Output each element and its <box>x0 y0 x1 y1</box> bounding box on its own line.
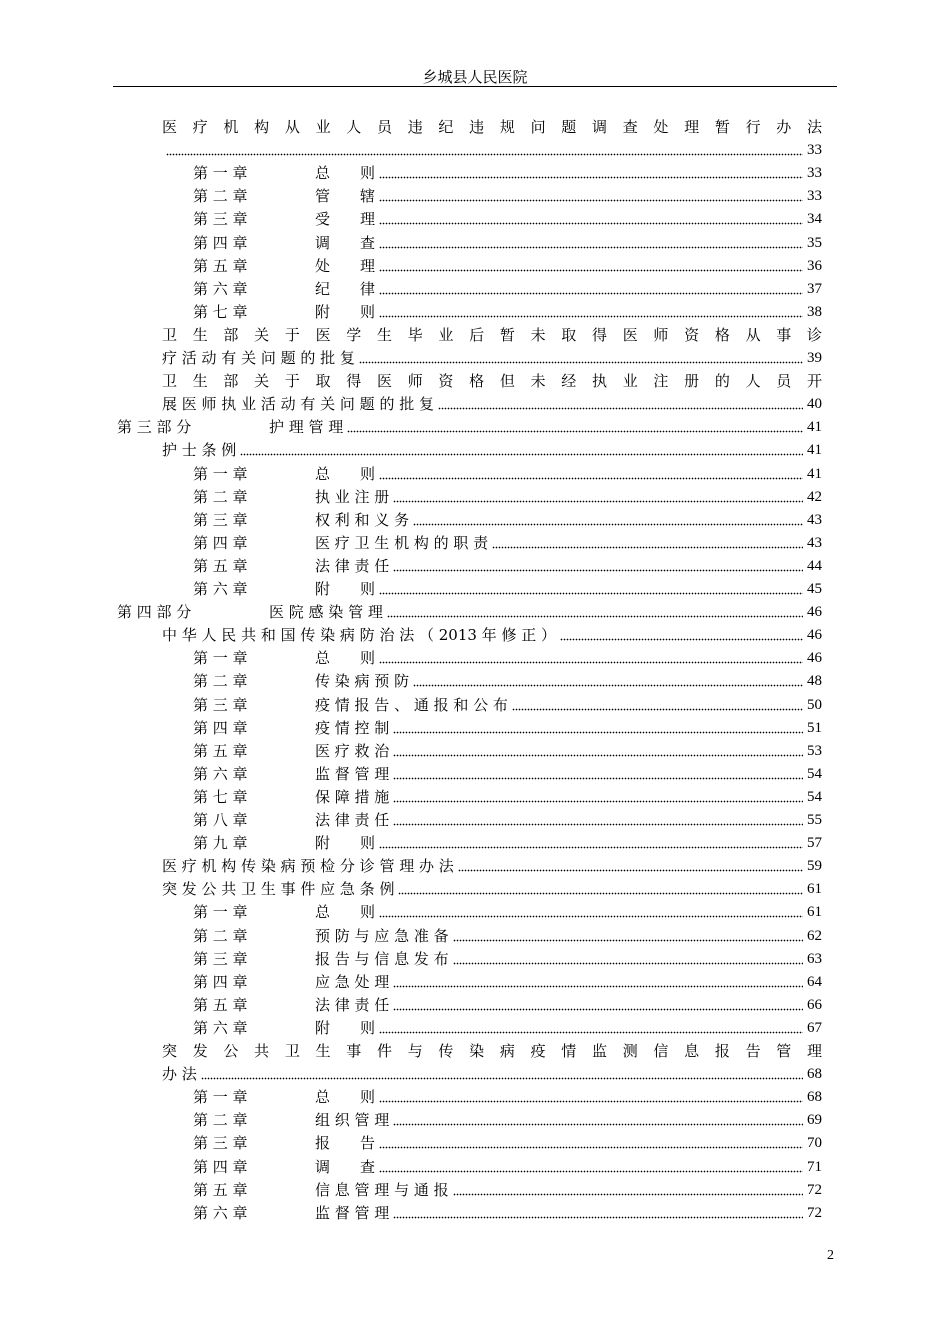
page-header-title: 乡城县人民医院 <box>422 68 528 86</box>
toc-entry[interactable] <box>193 922 822 945</box>
header-divider <box>113 86 837 87</box>
toc-leader-dots <box>379 1163 803 1173</box>
toc-page-number: 51 <box>807 719 822 736</box>
toc-entry-title: 护 士 条 例 <box>162 441 237 460</box>
toc-page-number: 54 <box>807 788 822 805</box>
toc-entry-title: 卫 生 部 关 于 取 得 医 师 资 格 但 未 经 执 业 注 册 的 人 员 开 <box>162 372 822 391</box>
toc-page-number: 66 <box>807 996 822 1013</box>
toc-leader-dots <box>359 354 803 364</box>
toc-entry[interactable] <box>193 1014 822 1037</box>
toc-entry-title: 纪 律 <box>315 279 376 298</box>
toc-entry[interactable] <box>193 714 822 737</box>
toc-chapter-label: 第 四 章 <box>193 718 248 737</box>
toc-entry[interactable] <box>162 321 822 344</box>
toc-page-number: 46 <box>807 627 822 644</box>
toc-page-number: 37 <box>807 280 822 297</box>
toc-entry[interactable] <box>193 298 822 321</box>
toc-page-number: 69 <box>807 1112 822 1129</box>
toc-entry-title: 总 则 <box>315 903 376 922</box>
toc-page-number: 68 <box>807 1066 822 1083</box>
toc-page-number: 67 <box>807 1019 822 1036</box>
toc-entry[interactable] <box>162 344 822 367</box>
toc-entry[interactable] <box>193 205 822 228</box>
toc-entry[interactable] <box>193 1129 822 1152</box>
toc-leader-dots <box>453 932 803 942</box>
toc-leader-dots <box>379 192 803 202</box>
toc-entry[interactable] <box>193 667 822 690</box>
toc-leader-dots <box>379 908 803 918</box>
toc-page-number: 46 <box>807 650 822 667</box>
toc-entry-title: 监 督 管 理 <box>315 1203 390 1222</box>
toc-entry[interactable] <box>193 737 822 760</box>
toc-chapter-label: 第 五 章 <box>193 995 248 1014</box>
toc-leader-dots <box>393 562 803 572</box>
toc-leader-dots <box>458 862 803 872</box>
toc-leader-dots <box>347 423 803 433</box>
toc-page-number: 72 <box>807 1181 822 1198</box>
toc-entry[interactable] <box>162 367 822 390</box>
toc-entry-title: 组 织 管 理 <box>315 1111 390 1130</box>
toc-entry-title: 法 律 责 任 <box>315 556 390 575</box>
toc-leader-dots <box>393 747 803 757</box>
toc-entry[interactable] <box>162 390 822 413</box>
toc-page-number: 59 <box>807 858 822 875</box>
toc-leader-dots <box>379 1093 803 1103</box>
toc-entry[interactable] <box>193 991 822 1014</box>
toc-entry[interactable] <box>193 506 822 529</box>
toc-page-number: 61 <box>807 881 822 898</box>
toc-leader-dots <box>413 516 803 526</box>
toc-page-number: 53 <box>807 742 822 759</box>
toc-chapter-label: 第 二 章 <box>193 672 248 691</box>
toc-entry[interactable] <box>193 945 822 968</box>
toc-entry-title: 医 疗 救 治 <box>315 741 390 760</box>
toc-leader-dots <box>166 146 803 156</box>
toc-entry-title: 疫 情 报 告 、 通 报 和 公 布 <box>315 695 508 714</box>
toc-page-number: 46 <box>807 604 822 621</box>
toc-entry-title: 总 则 <box>315 164 376 183</box>
toc-entry[interactable] <box>193 275 822 298</box>
toc-chapter-label: 第 七 章 <box>193 302 248 321</box>
toc-chapter-label: 第 一 章 <box>193 649 248 668</box>
toc-page-number: 72 <box>807 1204 822 1221</box>
toc-leader-dots <box>393 1116 803 1126</box>
toc-entry-title: 展 医 师 执 业 活 动 有 关 问 题 的 批 复 <box>162 395 434 414</box>
toc-chapter-label: 第 五 章 <box>193 556 248 575</box>
toc-entry[interactable] <box>193 898 822 921</box>
toc-leader-dots <box>201 1070 803 1080</box>
toc-entry[interactable] <box>193 783 822 806</box>
toc-page-number: 43 <box>807 534 822 551</box>
toc-entry[interactable] <box>193 1153 822 1176</box>
toc-leader-dots <box>492 539 803 549</box>
toc-leader-dots <box>393 493 803 503</box>
toc-chapter-label: 第 五 章 <box>193 741 248 760</box>
toc-chapter-label: 第 一 章 <box>193 1088 248 1107</box>
toc-entry-title: 预 防 与 应 急 准 备 <box>315 926 449 945</box>
toc-page-number: 45 <box>807 581 822 597</box>
toc-leader-dots <box>453 1186 803 1196</box>
toc-leader-dots <box>379 1139 803 1149</box>
toc-entry-title: 突 发 公 共 卫 生 事 件 应 急 条 例 <box>162 880 395 899</box>
toc-entry[interactable] <box>162 436 822 459</box>
toc-page-number: 42 <box>807 488 822 505</box>
toc-chapter-label: 第 八 章 <box>193 811 248 829</box>
toc-page-number: 62 <box>807 927 822 944</box>
toc-entry-title: 权 利 和 义 务 <box>315 510 410 529</box>
toc-entry-title: 管 辖 <box>315 187 376 206</box>
toc-page-number: 35 <box>807 234 822 251</box>
toc-entry-title: 总 则 <box>315 464 376 483</box>
toc-chapter-label: 第 一 章 <box>193 903 248 922</box>
toc-entry[interactable] <box>162 852 822 875</box>
toc-entry[interactable] <box>193 968 822 991</box>
toc-entry-title: 医 院 感 染 管 理 <box>269 603 383 622</box>
toc-leader-dots <box>393 1001 803 1011</box>
toc-chapter-label: 第 六 章 <box>193 580 248 598</box>
toc-chapter-label: 第 三 章 <box>193 1134 248 1153</box>
toc-entry[interactable] <box>193 229 822 252</box>
toc-page-number: 71 <box>807 1158 822 1175</box>
toc-entry[interactable] <box>193 1106 822 1129</box>
toc-leader-dots <box>240 446 803 456</box>
toc-page-number: 55 <box>807 812 822 828</box>
toc-entry-title: 医 疗 卫 生 机 构 的 职 责 <box>315 533 489 552</box>
toc-page-number: 68 <box>807 1089 822 1106</box>
toc-leader-dots <box>393 978 803 988</box>
toc-entry-title: 受 理 <box>315 210 376 229</box>
toc-entry[interactable] <box>193 760 822 783</box>
toc-leader-dots <box>379 654 803 664</box>
toc-entry[interactable] <box>193 829 822 852</box>
toc-entry-title: 法 律 责 任 <box>315 995 390 1014</box>
toc-entry-title: 报 告 <box>315 1134 376 1153</box>
page-number: 2 <box>827 1248 834 1263</box>
toc-entry-title: 附 则 <box>315 580 376 598</box>
toc-page-number: 41 <box>807 442 822 459</box>
toc-entry[interactable] <box>193 691 822 714</box>
toc-leader-dots <box>512 701 803 711</box>
toc-chapter-label: 第 一 章 <box>193 164 248 183</box>
toc-entry-title: 调 查 <box>315 1157 376 1176</box>
toc-chapter-label: 第 四 章 <box>193 533 248 552</box>
toc-chapter-label: 第 二 章 <box>193 926 248 945</box>
toc-entry-title: 卫 生 部 关 于 医 学 生 毕 业 后 暂 未 取 得 医 师 资 格 从 事 诊 <box>162 325 822 344</box>
toc-entry-title: 信 息 管 理 与 通 报 <box>315 1180 449 1199</box>
toc-page-number: 50 <box>807 696 822 713</box>
toc-entry[interactable] <box>193 1199 822 1222</box>
toc-leader-dots <box>379 839 803 849</box>
toc-leader-dots <box>413 677 803 687</box>
toc-chapter-label: 第 六 章 <box>193 1018 248 1037</box>
toc-leader-dots <box>379 1024 803 1034</box>
toc-leader-dots <box>379 169 803 179</box>
toc-page-number: 57 <box>807 835 822 852</box>
toc-page-number: 41 <box>807 465 822 482</box>
toc-entry[interactable] <box>162 1060 822 1083</box>
toc-page-number: 41 <box>807 419 822 436</box>
toc-entry-title: 医 疗 机 构 传 染 病 预 检 分 诊 管 理 办 法 <box>162 857 454 876</box>
toc-entry-title: 护 理 管 理 <box>269 418 344 437</box>
toc-entry[interactable] <box>193 644 822 667</box>
toc-entry-title: 附 则 <box>315 302 376 321</box>
toc-entry-title: 保 障 措 施 <box>315 787 390 806</box>
toc-page-number: 70 <box>807 1135 822 1152</box>
toc-entry-title: 突 发 公 共 卫 生 事 件 与 传 染 病 疫 情 监 测 信 息 报 告 管 理 <box>162 1042 822 1060</box>
toc-entry-title: 总 则 <box>315 1088 376 1107</box>
toc-entry[interactable] <box>162 875 822 898</box>
toc-entry[interactable] <box>162 136 822 159</box>
toc-entry-title: 总 则 <box>315 649 376 668</box>
toc-leader-dots <box>379 262 803 272</box>
toc-chapter-label: 第 六 章 <box>193 279 248 298</box>
toc-leader-dots <box>438 400 803 410</box>
toc-chapter-label: 第 二 章 <box>193 1111 248 1130</box>
toc-leader-dots <box>379 215 803 225</box>
toc-page-number: 48 <box>807 673 822 690</box>
toc-page-number: 40 <box>807 396 822 413</box>
toc-entry-title: 疗 活 动 有 关 问 题 的 批 复 <box>162 349 355 367</box>
toc-leader-dots <box>560 631 803 641</box>
toc-page-number: 61 <box>807 904 822 921</box>
toc-leader-dots <box>379 308 803 318</box>
toc-leader-dots <box>393 793 803 803</box>
toc-leader-dots <box>393 770 803 780</box>
toc-entry[interactable] <box>193 460 822 483</box>
toc-page-number: 63 <box>807 950 822 967</box>
toc-entry-title: 办 法 <box>162 1065 197 1084</box>
toc-leader-dots <box>379 585 803 595</box>
toc-entry-title: 监 督 管 理 <box>315 764 390 783</box>
toc-entry[interactable] <box>193 159 822 182</box>
toc-chapter-label: 第 四 部 分 <box>117 603 192 622</box>
toc-chapter-label: 第 四 章 <box>193 972 248 991</box>
toc-entry-title: 调 查 <box>315 233 376 252</box>
toc-entry-title: 应 急 处 理 <box>315 972 390 991</box>
toc-page-number: 54 <box>807 765 822 782</box>
toc-entry[interactable] <box>162 113 822 136</box>
toc-page-number: 39 <box>807 350 822 366</box>
toc-entry-title: 附 则 <box>315 1018 376 1037</box>
toc-leader-dots <box>379 285 803 295</box>
toc-entry[interactable] <box>193 182 822 205</box>
toc-leader-dots <box>393 816 803 826</box>
toc-entry-title: 传 染 病 预 防 <box>315 672 410 691</box>
toc-chapter-label: 第 五 章 <box>193 256 248 275</box>
toc-chapter-label: 第 三 章 <box>193 695 248 714</box>
toc-entry[interactable] <box>193 252 822 275</box>
toc-chapter-label: 第 二 章 <box>193 187 248 206</box>
toc-leader-dots <box>379 470 803 480</box>
toc-page-number: 43 <box>807 511 822 528</box>
toc-entry-title: 报 告 与 信 息 发 布 <box>315 949 449 968</box>
toc-leader-dots <box>393 724 803 734</box>
toc-page-number: 44 <box>807 557 822 574</box>
toc-leader-dots <box>393 1209 803 1219</box>
toc-page-number: 33 <box>807 142 822 159</box>
toc-page-number: 64 <box>807 973 822 990</box>
toc-entry-title: 处 理 <box>315 256 376 275</box>
toc-leader-dots <box>387 608 803 618</box>
toc-chapter-label: 第 三 部 分 <box>117 418 192 437</box>
toc-entry[interactable] <box>162 1037 822 1060</box>
toc-page-number: 38 <box>807 303 822 320</box>
toc-chapter-label: 第 七 章 <box>193 787 248 806</box>
toc-chapter-label: 第 六 章 <box>193 764 248 783</box>
toc-chapter-label: 第 四 章 <box>193 1157 248 1176</box>
toc-leader-dots <box>453 955 803 965</box>
toc-leader-dots <box>379 239 803 249</box>
toc-entry[interactable] <box>193 552 822 575</box>
toc-entry[interactable] <box>193 806 822 829</box>
toc-entry-title: 中 华 人 民 共 和 国 传 染 病 防 治 法 （ 2013 年 修 正 ） <box>162 626 557 645</box>
toc-entry-title: 疫 情 控 制 <box>315 718 390 737</box>
toc-entry[interactable] <box>193 1176 822 1199</box>
toc-chapter-label: 第 一 章 <box>193 464 248 483</box>
toc-entry[interactable] <box>193 483 822 506</box>
toc-chapter-label: 第 九 章 <box>193 834 248 853</box>
toc-entry-title: 法 律 责 任 <box>315 811 390 829</box>
toc-entry-title: 附 则 <box>315 834 376 853</box>
toc-chapter-label: 第 六 章 <box>193 1203 248 1222</box>
toc-entry[interactable] <box>117 413 822 436</box>
toc-entry[interactable] <box>193 1083 822 1106</box>
toc-chapter-label: 第 三 章 <box>193 949 248 968</box>
toc-entry[interactable] <box>117 598 822 621</box>
toc-page-number: 36 <box>807 257 822 274</box>
toc-entry-title: 执 业 注 册 <box>315 487 390 506</box>
toc-chapter-label: 第 五 章 <box>193 1180 248 1199</box>
toc-chapter-label: 第 四 章 <box>193 233 248 252</box>
toc-entry[interactable] <box>193 575 822 598</box>
toc-page-number: 33 <box>807 188 822 205</box>
toc-page-number: 33 <box>807 165 822 182</box>
toc-entry-title: 医 疗 机 构 从 业 人 员 违 纪 违 规 问 题 调 查 处 理 暂 行 办 法 <box>162 118 822 136</box>
toc-leader-dots <box>398 885 803 895</box>
toc-entry[interactable] <box>162 621 822 644</box>
toc-chapter-label: 第 二 章 <box>193 487 248 506</box>
toc-entry[interactable] <box>193 529 822 552</box>
toc-chapter-label: 第 三 章 <box>193 510 248 529</box>
toc-page-number: 34 <box>807 211 822 228</box>
toc-chapter-label: 第 三 章 <box>193 210 248 229</box>
